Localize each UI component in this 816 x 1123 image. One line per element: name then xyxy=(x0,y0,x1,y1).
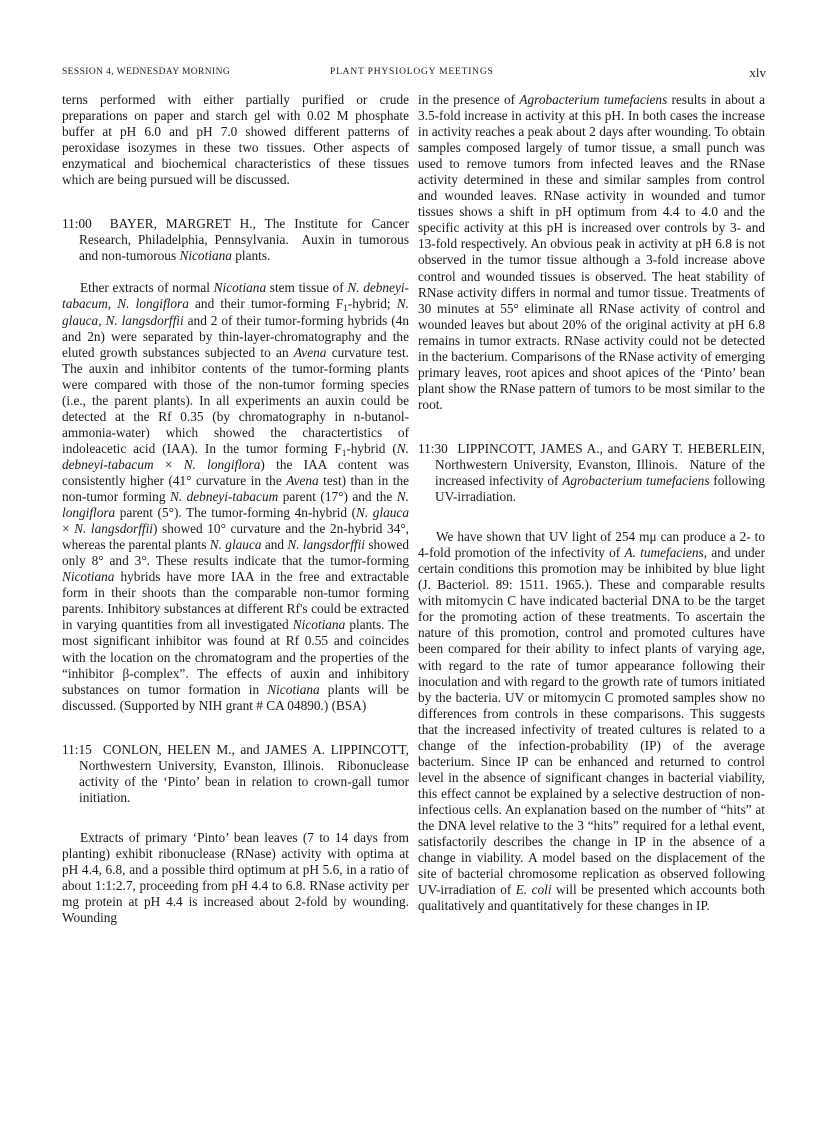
text-run: will be presented which accounts both qualitatively and quantitatively for these changes in IP. xyxy=(418,882,765,914)
text-run: and under certain conditions this promotion may be inhibited by blue light (J. Bacteriol. 89: 1511. 1965.). These and comparable results with mitomycin C have indicated bacterial DNA to be the target for the promoting action of these treatments. To ascertain the nature of this promotion, control and promoted cultures have been compared for their ability to infect plants of varying age, with regard to the rate of tumor appearance following their inoculation and with regard to the growth rate of tumors initiated by the bacteria. UV or mitomycin C promoted samples show no differences from controls in these comparisons. This suggests that the increased infectivity of treated cultures is related to a change of the infection-probability (IP) of the average bacterium. Since IP can be enhanced and returned to control level in the absence of significant changes in bacterial viability, this effect cannot be explained by a selective destruction of non-infectious cells. An explanation based on the number of “hits” at the DNA level relative to the 3 “hits” required for a lethal event, satisfactorily describes the change in IP in the absence of a change in viability. A model based on the displacement of the site of bacterial chromosome replication as observed following UV-irradiation of xyxy=(418,545,766,898)
italic-run: Nicotiana xyxy=(213,280,267,296)
abstract-body-1115: Extracts of primary ‘Pinto’ bean leaves (7 to 14 days from planting) exhibit ribonuclease (RNase) activity with optima at pH 4.4, 6.8, and a possible third optimum at pH 5.6, in a ratio of about 1:1:2.7, proceeding from pH 4.4 to 6.8. RNase activity per mg protein at pH 4.4 is increased about 2-fold by wounding. Wounding xyxy=(62,829,409,926)
running-header xyxy=(62,67,766,83)
left-column xyxy=(62,92,409,926)
italic-run: Nicotiana xyxy=(267,681,320,697)
text-run: × xyxy=(62,521,75,537)
text-run: -hybrid ( xyxy=(346,440,397,456)
abstract-time: 11:15 xyxy=(62,741,92,757)
abstract-body-1130 xyxy=(418,529,765,914)
text-run: We have shown that UV light of 254 mμ can produce a 2- to 4-fold promotion of the infectivity of xyxy=(418,529,765,561)
text-run: ) showed 10° curvature and the 2n-hybrid 34°, whereas the parental plants xyxy=(62,521,409,553)
text-run: × xyxy=(153,456,184,472)
italic-run: N. debneyi-tabacum xyxy=(169,489,279,505)
text-run: and 2 of their tumor-forming hybrids (4n and 2n) were separated by thin-layer-chromatography and the eluted growth substances subjected to an xyxy=(62,312,410,360)
italic-run: Agrobacterium tumefaciens xyxy=(519,92,668,107)
abstract-time: 11:30 xyxy=(418,440,448,456)
text-run: ) the IAA content was consistently higher (41° curvature in the xyxy=(62,456,409,488)
italic-run: Nicotiana xyxy=(62,569,115,585)
italic-run: N. longiflora xyxy=(183,456,261,472)
text-run: Ether extracts of normal xyxy=(80,280,214,296)
text-run: plants will be discussed. (Supported by NIH grant # CA 04890.) (BSA) xyxy=(62,681,409,713)
italic-run: N. langsdorffii xyxy=(74,521,153,537)
abstract-heading-1130 xyxy=(418,441,765,505)
text-run: test) than in the non-tumor forming xyxy=(62,472,409,505)
subscript: 1 xyxy=(343,303,348,314)
text-run: stem tissue of xyxy=(266,280,348,296)
text-run: results in about a 3.5-fold increase in activity at this pH. In both cases the increase in activity reaches a peak about 2 days after wounding. To obtain samples composed largely of tumor tissue, a small punch was used to remove tumors from infected leaves and the RNase activity determined in these and similar samples from control and wounded leaves. RNase activity in wounded and tumor tissues shows a shift in pH optimum from 4.4 to 4.0 and the specific activity at this pH is increased over controls by 3- and 13-fold respectively. An obvious peak in activity at pH 6.8 is not observed in the tumor tissue although a 3-fold increase above control and wounded tissues is observed. The heat stability of RNase activity differs in normal and tumor tissue. Treatments of 30 minutes at 55° eliminate all RNase activity of control and wounded leaves but about 20% of the original activity at pH 6.8 remains in tumor extracts. RNase activity could not be detected in the bacterium. Comparisons of the RNase activity of emerging primary leaves, root apices and shoot apices of the ‘Pinto’ bean plant show the RNase pattern of tumors to be most similar to the root. xyxy=(418,92,765,412)
text-run: and their tumor-forming F xyxy=(188,296,344,312)
text-run: showed only 8° and 3°. These results indicate that the tumor-forming xyxy=(62,537,409,569)
abstract-affiliation: The Institute for Cancer Research, Philadelphia, Pennsylvania. xyxy=(79,216,409,248)
session-label: SESSION 4, WEDNESDAY MORNING xyxy=(62,67,231,77)
text-run: in the presence of xyxy=(418,92,520,107)
abstract-time: 11:00 xyxy=(62,216,92,232)
abstract-title-text: following UV-irradiation. xyxy=(435,473,765,505)
text-run: plants. The most significant inhibitor was found at Rf 0.55 and coincides with the location on the chromatogram and the properties of the “inhibitor β-complex”. The effects of auxin and inhibitory substances on tumor formation in xyxy=(62,617,409,697)
text-run: parent (5°). The tumor-forming 4n-hybrid ( xyxy=(115,505,357,521)
abstract-title-text: plants. xyxy=(235,248,271,264)
text-run: and xyxy=(261,537,288,553)
italic-run: N. debneyi-tabacum xyxy=(62,440,409,472)
abstract-heading-1100 xyxy=(62,216,409,264)
journal-title: PLANT PHYSIOLOGY MEETINGS xyxy=(330,67,494,77)
text-run: -hybrid; xyxy=(347,296,397,312)
continuation-paragraph xyxy=(418,92,765,413)
abstract-heading-1115 xyxy=(62,742,409,806)
text-run: hybrids have more IAA in the free and extractable form in their shoots than the comparable non-tumor forming parents. Inhibitory substances at different Rf's could be extracted in varying quantities from all investigated xyxy=(62,569,409,633)
italic-run: N. glauca xyxy=(356,505,409,521)
right-column xyxy=(418,92,765,914)
italic-run: Avena xyxy=(293,344,327,360)
abstract-affiliation: Northwestern University, Evanston, Illinois. xyxy=(79,757,324,773)
italic-run: N. longiflora xyxy=(62,489,409,521)
abstract-affiliation: Northwestern University, Evanston, Illinois. xyxy=(435,456,678,472)
italic-run: N. debneyi-tabacum, N. longiflora xyxy=(62,280,409,312)
italic-run: Nicotiana xyxy=(292,617,346,633)
subscript: 1 xyxy=(341,447,347,458)
italic-run: E. coli xyxy=(515,882,552,898)
italic-run: N. langsdorffii xyxy=(287,537,365,553)
abstract-authors: CONLON, HELEN M., and JAMES A. LIPPINCOTT, xyxy=(102,741,409,757)
abstract-title-italic: Agrobacterium tumefaciens xyxy=(562,473,710,489)
abstract-title-text: Nature of the increased infectivity of xyxy=(435,456,765,489)
abstract-title-text: Auxin in tumorous and non-tumorous xyxy=(79,232,409,264)
italic-run: A. tumefaciens, xyxy=(624,545,708,561)
abstract-authors: LIPPINCOTT, JAMES A., and GARY T. HEBERLEIN, xyxy=(457,440,765,456)
abstract-title-text: Ribonuclease activity of the ‘Pinto’ bean in relation to crown-gall tumor initiation. xyxy=(79,757,409,805)
page-number: xlv xyxy=(749,65,766,80)
abstract-authors: BAYER, MARGRET H., xyxy=(109,216,256,232)
italic-run: Avena xyxy=(286,472,319,488)
text-run: curvature test. The auxin and inhibitor contents of the tumor-forming plants were compared with those of the non-tumor forming species (i.e., the parent plants). In all experiments an auxin could be detected at the Rf 0.35 (by chromatography in n-butanol-ammonia-water) which showed the charactertistics of indoleacetic acid (IAA). In the tumor forming F xyxy=(62,344,409,456)
italic-run: N. glauca, N. langsdorffii xyxy=(62,296,409,328)
abstract-body-1100 xyxy=(62,280,409,713)
text-run: parent (17°) and the xyxy=(278,489,397,505)
continuation-paragraph: terns performed with either partially purified or crude preparations on paper and starch gel with 0.02 M phosphate buffer at pH 6.0 and pH 7.0 showed different patterns of peroxidase isozymes in these two tissues. Other aspects of enzymatical and biochemical characteristics of these tissues which are being pursued will be discussed. xyxy=(62,92,409,188)
abstract-title-italic: Nicotiana xyxy=(179,248,232,264)
italic-run: N. glauca xyxy=(209,537,262,553)
